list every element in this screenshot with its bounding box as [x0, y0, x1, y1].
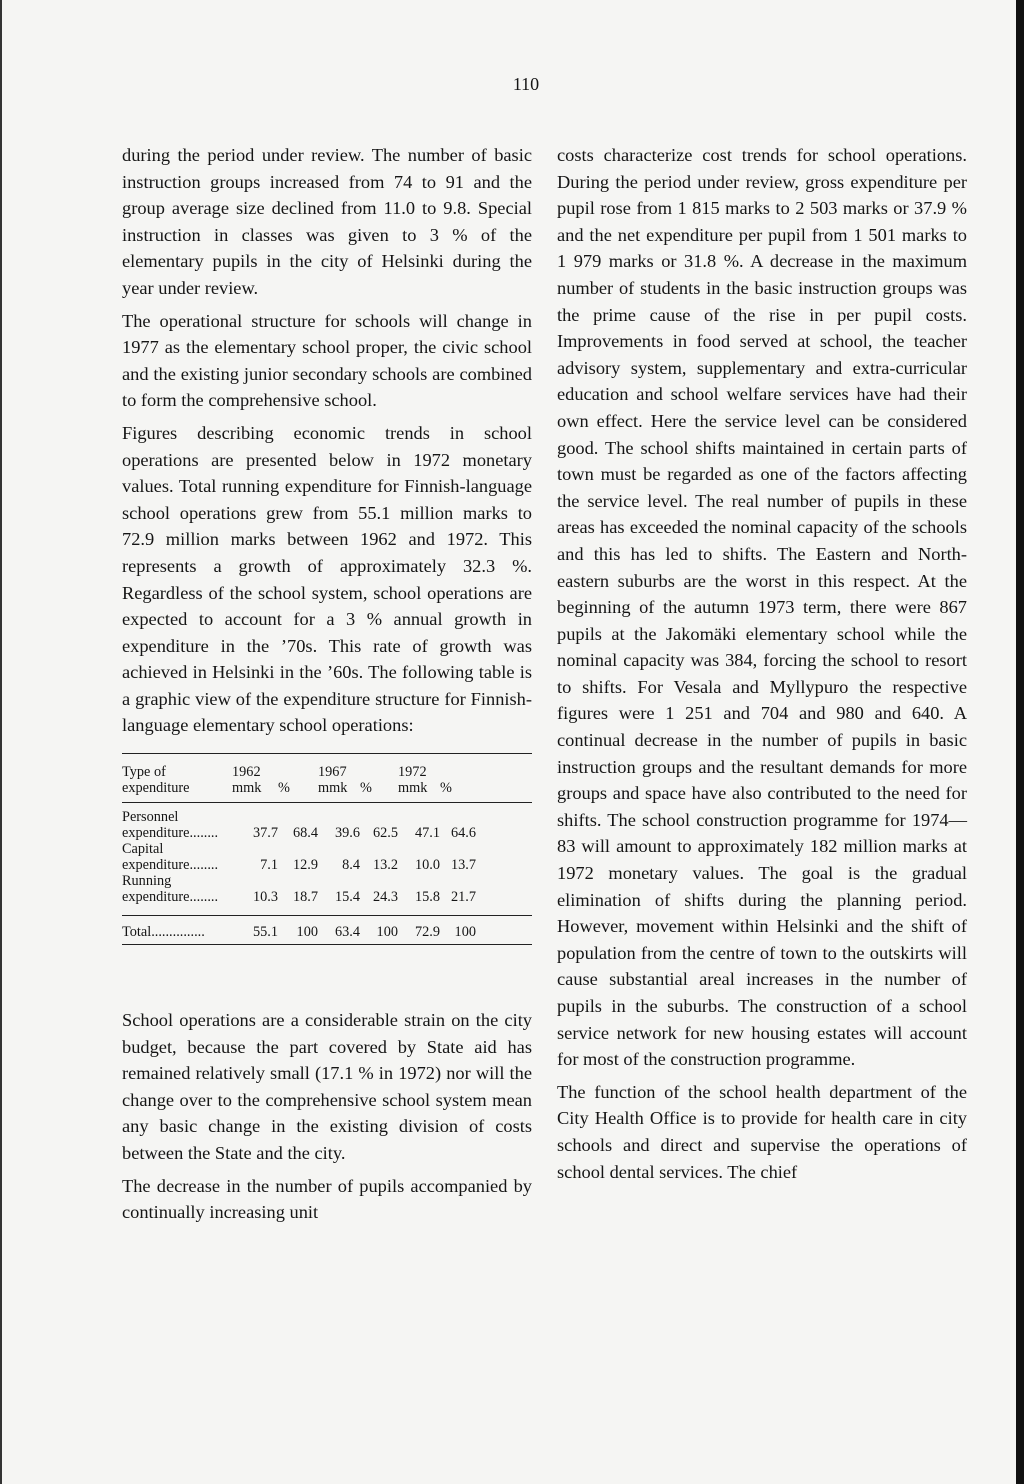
right-column — [557, 142, 967, 1185]
header-mmk: mmk — [318, 780, 348, 797]
expenditure-table-block — [122, 753, 532, 945]
cell-value: 10.0 — [414, 857, 440, 874]
cell-value: 13.2 — [372, 857, 398, 874]
page-number: 110 — [512, 74, 540, 94]
total-label: Total — [122, 924, 152, 941]
header-year-1967: 1967 — [318, 764, 347, 781]
paragraph: during the period under review. The number of basic instruction groups increased from 74 to 91 and the group average size declined from 11.0 to 9.8. Special instruction in classes was given to 3 % of the elementary pupils in the city of Helsinki during the year under review. — [122, 145, 532, 298]
header-pct: % — [278, 780, 290, 797]
cell-value: 10.3 — [252, 889, 278, 906]
left-column — [122, 142, 532, 1226]
cell-value: 8.4 — [342, 857, 360, 874]
cell-value: 7.1 — [260, 857, 278, 874]
header-mmk: mmk — [398, 780, 428, 797]
header-expenditure: expenditure — [122, 780, 190, 797]
paragraph: The decrease in the number of pupils accompanied by continually increasing unit — [122, 1175, 532, 1223]
table-header-row — [122, 754, 532, 780]
row-label: Running — [122, 873, 172, 890]
cell-value: 100 — [454, 924, 476, 941]
table-header-row — [122, 780, 532, 803]
paragraph: The operational structure for schools will change in 1977 as the elementary school proper, the civic school and the existing junior secondary schools are combined to form the comprehensive school. — [122, 310, 532, 411]
cell-value: 24.3 — [372, 889, 398, 906]
cell-value: 39.6 — [334, 825, 360, 842]
expenditure-table — [122, 754, 532, 944]
table-row — [122, 857, 532, 873]
cell-value: 12.9 — [292, 857, 318, 874]
header-pct: % — [440, 780, 452, 797]
table-row — [122, 841, 532, 857]
paragraph: Figures describing economic trends in school operations are presented below in 1972 monetary values. Total running expenditure for Finnish-language school operations grew from 55.1 million marks to 72.9 million marks between 1962 and 1972. This represents a growth of approximately 32.3 %. Regardless of the school system, school operations are expected to account for a 3 % annual growth in expenditure in the ’70s. This rate of growth was achieved in Helsinki in the ’60s. The following table is a graphic view of the expenditure structure for Finnish-language elementary school operations: — [122, 422, 532, 736]
header-pct: % — [360, 780, 372, 797]
header-mmk: mmk — [232, 780, 262, 797]
row-label: expenditure — [122, 825, 190, 842]
cell-value: 47.1 — [414, 825, 440, 842]
table-row — [122, 889, 532, 905]
cell-value: 68.4 — [292, 825, 318, 842]
table-row — [122, 809, 532, 825]
header-year-1972: 1972 — [398, 764, 427, 781]
scan-edge-left — [0, 0, 2, 1484]
table-row — [122, 873, 532, 889]
cell-value: 15.4 — [334, 889, 360, 906]
cell-value: 13.7 — [450, 857, 476, 874]
cell-value: 62.5 — [372, 825, 398, 842]
row-label: Personnel — [122, 809, 179, 826]
cell-value: 18.7 — [292, 889, 318, 906]
cell-value: 63.4 — [334, 924, 360, 941]
header-type: Type of — [122, 764, 166, 781]
table-total-row — [122, 916, 532, 945]
cell-value: 100 — [296, 924, 318, 941]
header-year-1962: 1962 — [232, 764, 261, 781]
row-label: expenditure — [122, 889, 190, 906]
cell-value: 100 — [376, 924, 398, 941]
paragraph: costs characterize cost trends for school operations. During the period under review, gross expenditure per pupil rose from 1 815 marks to 2 503 marks or 37.9 % and the net expenditure per pupil from 1 501 marks to 1 979 marks or 31.8 %. A decrease in the maximum number of students in the basic instruction groups was the prime cause of the rise in per pupil costs. Improvements in food served at school, the teacher advisory system, supplementary and extra-curricular education and school welfare services have had their own effect. Here the service level can be considered good. The school shifts maintained in certain parts of town must be regarded as one of the factors affecting the service level. The real number of pupils in these areas has exceeded the nominal capacity of the schools and this has led to shifts. The Eastern and North-eastern suburbs are the worst in this respect. At the beginning of the autumn 1973 term, there were 867 pupils at the Jakomäki elementary school while the nominal capacity was 384, forcing the school to resort to shifts. For Vesala and Myllypuro the respective figures were 1 251 and 704 and 980 and 640. A continual decrease in the number of pupils in basic instruction groups and the resultant demands for more groups and space have also contributed to the need for shifts. The school construction programme for 1974—83 will amount to approximately 182 million marks at 1972 monetary values. The goal is the gradual elimination of shifts during the planning period. However, movement within Helsinki and the shift of population from the centre of town to the outskirts will cause substantial areal increases in the number of pupils in the suburbs. The construction of a school service network for new housing estates will account for most of the construction programme. — [557, 145, 967, 1070]
cell-value: 55.1 — [252, 924, 278, 941]
table-row — [122, 825, 532, 841]
row-label: Capital — [122, 841, 164, 858]
cell-value: 15.8 — [414, 889, 440, 906]
cell-value: 21.7 — [450, 889, 476, 906]
row-label: expenditure — [122, 857, 190, 874]
cell-value: 64.6 — [450, 825, 476, 842]
cell-value: 37.7 — [252, 825, 278, 842]
paragraph: The function of the school health department of the City Health Office is to provide for health care in city schools and direct and supervise the operations of school dental services. The chief — [557, 1081, 967, 1182]
cell-value: 72.9 — [414, 924, 440, 941]
paragraph: School operations are a considerable strain on the city budget, because the part covered by State aid has remained relatively small (17.1 % in 1972) nor will the change over to the comprehensive school system mean any basic change in the existing division of costs between the State and the city. — [122, 1010, 532, 1164]
scan-edge-right — [1016, 0, 1024, 1484]
